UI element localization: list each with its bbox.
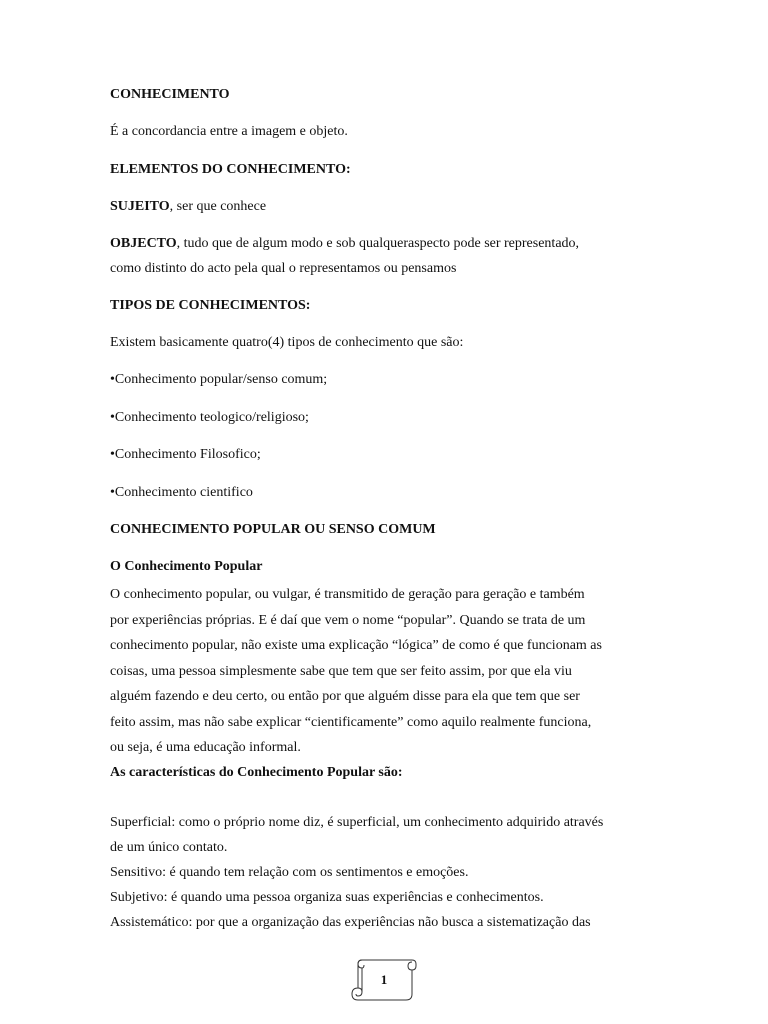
tipos-intro: Existem basicamente quatro(4) tipos de conhecimento que são: (110, 335, 464, 350)
heading-conhecimento: CONHECIMENTO (110, 87, 230, 102)
objecto-label: OBJECTO (110, 236, 177, 251)
paragraph-line: coisas, uma pessoa simplesmente sabe que tem que ser feito assim, por que ela viu (110, 663, 572, 679)
list-item: •Conhecimento popular/senso comum; (110, 372, 328, 387)
heading-elementos: ELEMENTOS DO CONHECIMENTO: (110, 162, 351, 177)
popular-paragraph (110, 582, 670, 761)
characteristic-line: Subjetivo: é quando uma pessoa organiza suas experiências e conhecimentos. (110, 890, 544, 905)
characteristics-list (110, 810, 670, 935)
list-item: •Conhecimento teologico/religioso; (110, 410, 309, 425)
objecto-line-2: como distinto do acto pela qual o representamos ou pensamos (110, 261, 457, 276)
definition-text: É a concordancia entre a imagem e objeto. (110, 124, 348, 139)
heading-popular: CONHECIMENTO POPULAR OU SENSO COMUM (110, 522, 436, 537)
paragraph-line: por experiências próprias. E é daí que vem o nome “popular”. Quando se trata de um (110, 612, 586, 628)
sujeito-text: , ser que conhece (169, 199, 267, 214)
characteristic-line: de um único contato. (110, 840, 228, 855)
subheading-popular: O Conhecimento Popular (110, 559, 263, 574)
heading-tipos: TIPOS DE CONHECIMENTOS: (110, 298, 311, 313)
page-number-footer (348, 956, 418, 1006)
characteristic-line: Assistemático: por que a organização das experiências não busca a sistematização das (110, 915, 591, 930)
sujeito-line (110, 198, 266, 216)
paragraph-line: alguém fazendo e deu certo, ou então por que alguém disse para ela que tem que ser (110, 689, 580, 704)
characteristic-line: Sensitivo: é quando tem relação com os sentimentos e emoções. (110, 865, 469, 880)
characteristic-line: Superficial: como o próprio nome diz, é superficial, um conhecimento adquirido através (110, 815, 604, 830)
list-item: •Conhecimento Filosofico; (110, 447, 261, 462)
sujeito-label: SUJEITO (110, 199, 170, 214)
paragraph-line: O conhecimento popular, ou vulgar, é transmitido de geração para geração e também (110, 587, 585, 602)
characteristics-heading: As características do Conhecimento Popular são: (110, 765, 403, 780)
paragraph-line: conhecimento popular, não existe uma explicação “lógica” de como é que funcionam as (110, 638, 602, 653)
objecto-text-1: , tudo que de algum modo e sob qualqueraspecto pode ser representado, (176, 236, 580, 251)
paragraph-line: feito assim, mas não sabe explicar “cientificamente” como aquilo realmente funciona, (110, 714, 592, 730)
paragraph-line: ou seja, é uma educação informal. (110, 740, 301, 755)
list-item: •Conhecimento cientifico (110, 485, 253, 500)
objecto-line-1 (110, 235, 579, 253)
page-number: 1 (380, 972, 388, 987)
